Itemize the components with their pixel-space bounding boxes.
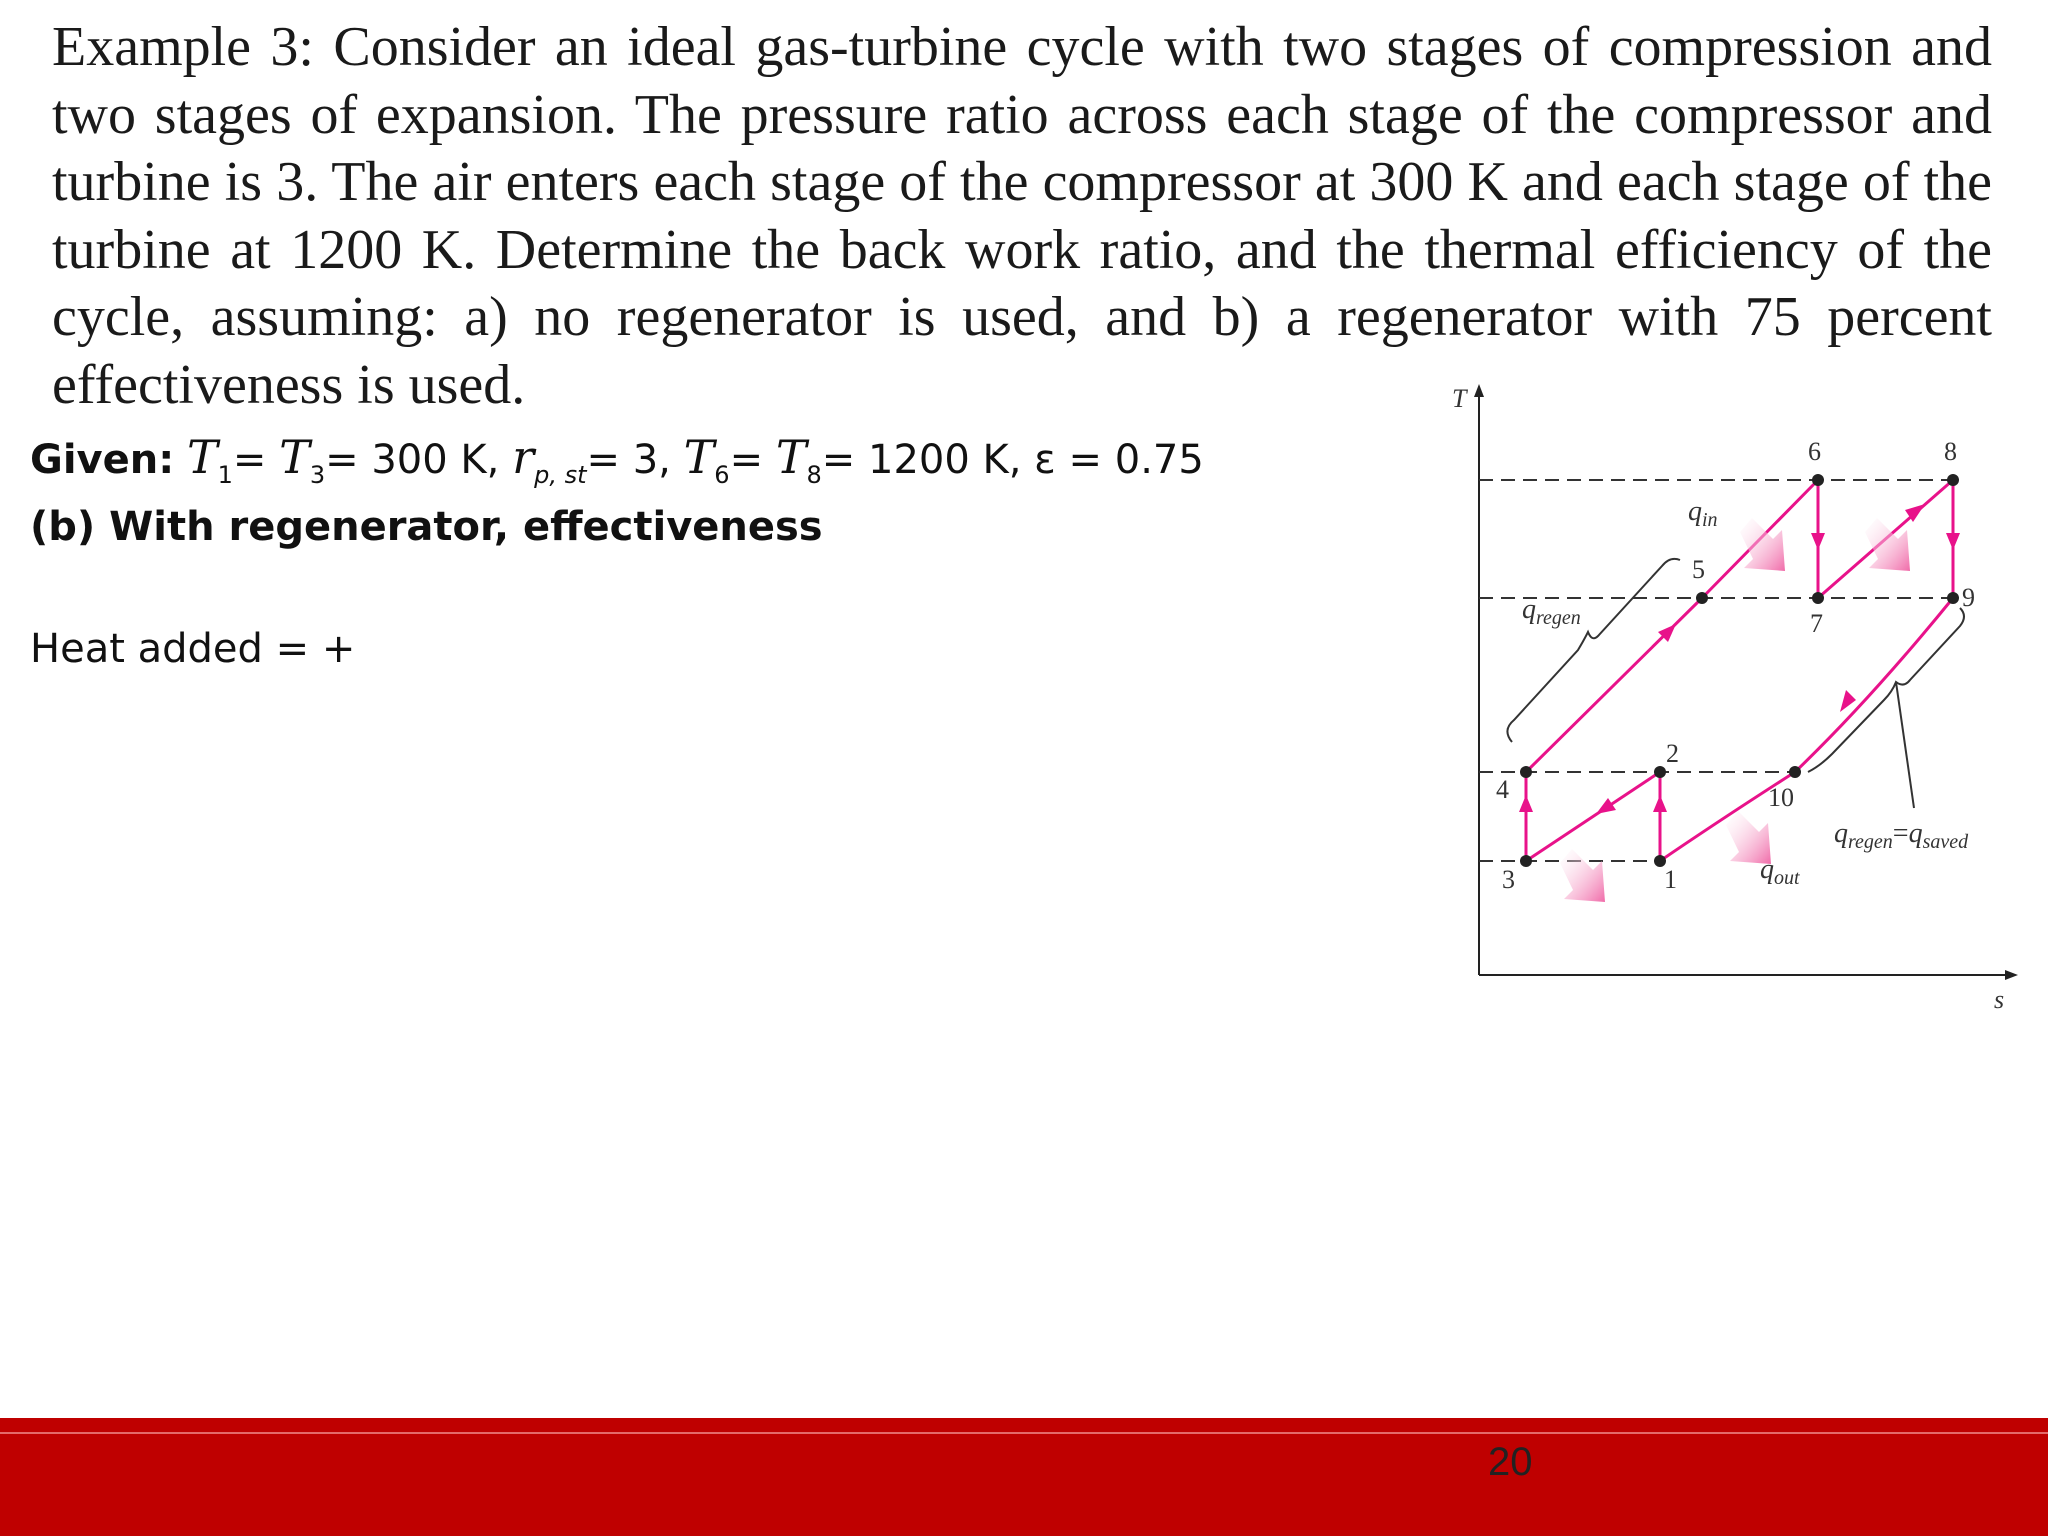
- q-out-arrow-1: [1560, 849, 1605, 902]
- heat-added-line: Heat added = +: [30, 626, 356, 672]
- state-point-2: [1654, 766, 1666, 778]
- arrow-8-9: [1946, 533, 1960, 550]
- high-temp-value: = 1200 K, ε = 0.75: [821, 437, 1204, 483]
- state-point-6: [1812, 474, 1824, 486]
- state-label-1: 1: [1664, 865, 1677, 894]
- given-line: [30, 430, 1204, 489]
- q-in-arrow-2: [1865, 518, 1910, 571]
- t3-symbol: T: [279, 430, 310, 484]
- footer-divider: [0, 1432, 2048, 1434]
- arrow-9-10: [1840, 690, 1856, 712]
- state-label-8: 8: [1944, 437, 1957, 466]
- state-label-6: 6: [1808, 437, 1821, 466]
- low-temp-value: = 300 K,: [325, 437, 500, 483]
- state-label-9: 9: [1962, 583, 1975, 612]
- q-regen-label: $q_{regen}$: [1522, 594, 1581, 629]
- q-saved-brace: [1808, 608, 1964, 772]
- t-axis-arrowhead: [1474, 384, 1484, 397]
- state-label-2: 2: [1666, 739, 1679, 768]
- process-2-3: [1526, 772, 1660, 861]
- s-axis-arrowhead: [2005, 970, 2018, 980]
- state-point-9: [1947, 592, 1959, 604]
- s-axis-label: s: [1994, 985, 2005, 1014]
- t6-equals: =: [729, 437, 764, 483]
- ts-diagram: [1400, 370, 2030, 1020]
- state-label-3: 3: [1502, 865, 1515, 894]
- q-in-arrow-1: [1740, 518, 1785, 571]
- state-point-8: [1947, 474, 1959, 486]
- state-label-4: 4: [1496, 775, 1509, 804]
- q-saved-leader: [1896, 682, 1914, 808]
- q-in-label: $q_{in}$: [1688, 496, 1718, 531]
- given-label: Given:: [30, 437, 175, 483]
- state-point-3: [1520, 855, 1532, 867]
- t3-subscript: 3: [309, 461, 326, 489]
- arrow-1-2: [1653, 795, 1667, 812]
- t1-equals: =: [232, 437, 267, 483]
- footer-bar: [0, 1418, 2048, 1536]
- page-number: 20: [1488, 1440, 1533, 1484]
- r-symbol: r: [512, 430, 535, 484]
- t6-symbol: T: [683, 430, 715, 484]
- arrow-6-7: [1811, 533, 1825, 550]
- t-axis-label: T: [1452, 384, 1467, 413]
- arrow-3-4: [1519, 795, 1533, 812]
- state-point-7: [1812, 592, 1824, 604]
- t8-symbol: T: [775, 430, 807, 484]
- state-label-10: 10: [1768, 783, 1794, 812]
- t1-subscript: 1: [217, 461, 233, 489]
- part-b-heading: (b) With regenerator, effectiveness: [30, 504, 823, 550]
- state-point-5: [1696, 592, 1708, 604]
- q-regen-equals-q-saved-label: $q_{regen}=q_{saved}$: [1834, 818, 1969, 853]
- t6-subscript: 6: [714, 461, 730, 489]
- state-label-5: 5: [1692, 555, 1705, 584]
- ratio-value: = 3,: [586, 437, 671, 483]
- problem-statement: Example 3: Consider an ideal gas-turbine cycle with two stages of compression and two stages of expansion. The pressure ratio across each stage of the compressor and turbine is 3. The air enters each stage of the compressor at 300 K and each stage of the turbine at 1200 K. Determine the back work ratio, and the thermal efficiency of the cycle, assuming: a) no regenerator is used, and b) a regenerator with 75 percent effectiveness is used.: [52, 16, 1992, 416]
- t8-subscript: 8: [806, 461, 822, 489]
- state-point-4: [1520, 766, 1532, 778]
- state-point-10: [1789, 766, 1801, 778]
- r-subscript: p, st: [534, 461, 587, 489]
- q-regen-brace: [1507, 559, 1680, 742]
- arrow-2-3: [1596, 798, 1616, 814]
- t1-symbol: T: [186, 430, 218, 484]
- state-label-7: 7: [1810, 609, 1823, 638]
- q-out-label: $q_{out}$: [1760, 854, 1800, 889]
